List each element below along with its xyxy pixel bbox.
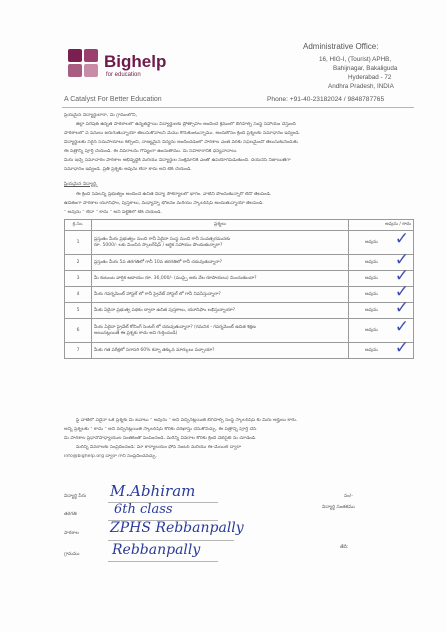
note-line-5: info@bighelp.org ద్వారా గానీ సంప్రదించవచ్చు.: [64, 454, 157, 459]
address-line-4: Andhra Pradesh, INDIA: [328, 83, 394, 90]
address-line-3: Hyderabad - 72: [348, 74, 392, 81]
intro-line-4: ఈ పత్రాన్ని పూర్తి చేయండి. ఈ వివరాలను గోప్యంగా ఉంచుతాము. మీ సహకారానికి ధన్యవాదాలు.: [64, 149, 238, 154]
section-heading: ప్రియమైన విద్యార్థి,: [64, 182, 98, 187]
answer-label: అవును: [365, 307, 378, 313]
note-line-3: మీ పాఠశాల ప్రధానోపాధ్యాయుల సంతకంతో పంపించండి. మరిన్ని వివరాల కొరకు క్రింది వెబ్‌సైట్ ను చూడండి.: [64, 436, 257, 441]
answer-label: అవును: [365, 347, 378, 353]
note-line-2: అన్ని ప్రశ్నలకు " కాదు " అని వచ్చినట్లయితే స్కాలర్‌షిప్ కొరకు దరఖాస్తు చేసుకోవచ్చు. ఈ పత్రాన్ని పూర్తి చేసి: [64, 427, 257, 432]
form-value-class: 6th class: [114, 502, 173, 517]
row-question: ప్రస్తుతం మీరు 5వ తరగతిలో గానీ 10వ తరగతిలో గానీ చదువుతున్నారా?: [92, 255, 349, 271]
table-row: [65, 231, 414, 255]
bighelp-logo: [66, 46, 100, 80]
checkmark-icon: ✓: [394, 266, 409, 286]
date-label: తేదీ:: [340, 545, 349, 550]
intro-line-6: సమాధానం ఇవ్వండి. ప్రతి ప్రశ్నకు అవును లేదా కాదు అని టిక్ చేయండి.: [64, 167, 192, 172]
row-answer: [349, 338, 414, 359]
signature-mark: సం/-: [344, 494, 353, 499]
address-line-1: 16, HIG-I, (Tourist) APHB,: [319, 56, 392, 63]
row-number: 1: [65, 231, 92, 255]
checkmark-icon: ✓: [394, 229, 409, 249]
answer-label: అవును: [365, 327, 378, 333]
form-label-village: గ్రామము: [64, 552, 80, 557]
row-question: ప్రస్తుతం మీరు ప్రభుత్వం నుంచి గానీ ఏదైనా సంస్థ నుంచి గానీ సంవత్సరమునకు రూ. 5000/- లకు మించిన స్కాలర్‌షిప్ / ఆర్థిక సహాయం పొందుతున్నారా?: [92, 231, 349, 255]
checkmark-icon: ✓: [394, 298, 409, 318]
row-number: 5: [65, 303, 92, 319]
table-row: [65, 319, 414, 343]
header-answer: అవును / కాదు: [349, 220, 414, 231]
intro-line-2: పాఠశాలలో ఏ పనులు జరుగుతున్నాయో తెలుసుకోవాలని మేము కోరుకుంటున్నాము. అందుకోసం క్రింది ప్రశ్నలకు సమాధానం ఇవ్వండి.: [64, 131, 301, 136]
section-line-3: " అవును " లేదా " కాదు " అని పట్టికలో టిక్ చేయండి.: [64, 210, 162, 215]
row-number: 2: [65, 255, 92, 271]
note-line-4: మరిన్ని వివరాలకు సంప్రదించండి: మా కార్యాలయం ఫోన్ నంబర్ మరియు ఈ-మెయిల్ ద్వారా: [76, 445, 242, 450]
office-title: Administrative Office:: [303, 42, 379, 51]
header-number: క్ర.సం.: [65, 220, 92, 231]
section-line-1: ఈ క్రింది సేవలన్నీ ప్రభుత్వం అందించే ఉచిత విద్యా సౌకర్యాలలో భాగం. వాటిని పొందుతున్నారో లేదో తెలపండి.: [76, 192, 272, 197]
checkmark-icon: ✓: [394, 250, 409, 270]
row-number: 4: [65, 287, 92, 303]
form-label-name: విద్యార్థి పేరు: [64, 494, 87, 499]
address-line-2: Bahijnagar, Bakaliguda: [333, 65, 398, 72]
answer-label: అవును: [365, 275, 378, 281]
table-row: [65, 255, 414, 271]
checkmark-icon: ✓: [394, 338, 409, 358]
logo-mark-icon: [66, 46, 100, 80]
intro-line-1: జిల్లా పరిషత్ ఉన్నత పాఠశాలలో ఉన్నతస్థాయి విద్యార్థులకు ప్రోత్సాహం అందించే క్రమంలో బిగ్‌హెల్ప్ సంస్థ సహాయం చేస్తుంది: [76, 122, 296, 127]
form-value-village: Rebbanpally: [112, 542, 201, 558]
table-header-row: [65, 220, 414, 231]
table-row: [65, 303, 414, 319]
header-divider: [62, 107, 414, 108]
row-question: మీరు ఏదైనా ప్రైవేట్ కోచింగ్ సెంటర్ లో చదువుతున్నారా? (గమనిక - గవర్నమెంట్ ఉచిత శిక్షణ అయినట్లయితే ఈ ప్రశ్నకు కాదు అని గుర్తించండి): [92, 319, 349, 343]
row-number: 6: [65, 319, 92, 343]
row-question: మీకు గత పరీక్షలో సరాసరి 60% కన్నా తక్కువ మార్కులు వచ్చాయా?: [92, 343, 349, 359]
table-row: [65, 287, 414, 303]
salutation: ప్రియమైన విద్యార్థులారా, మీ గ్రామంలోని,: [64, 113, 138, 118]
form-value-school: ZPHS Rebbanpally: [110, 520, 244, 536]
logo-name: Bighelp: [104, 52, 167, 71]
answer-label: అవును: [365, 239, 378, 245]
note-line-1: పై వాటిలో ఏదైనా ఒక ప్రశ్నకు మీ జవాబు " అవును " అని వచ్చినట్లయితే బిగ్‌హెల్ప్ సంస్థ స్కాలర్‌షిప్ కు మీరు అర్హులు కారు.: [76, 418, 298, 423]
form-value-name: M.Abhiram: [110, 482, 196, 500]
checkmark-icon: ✓: [394, 282, 409, 302]
row-question: మీకు ఏదైనా ప్రభుత్వ పథకం ద్వారా ఉచిత పుస్తకాలు, యూనిఫాం లభిస్తున్నాయా?: [92, 303, 349, 319]
signature-caption: విద్యార్థి సంతకము: [322, 505, 355, 510]
row-question: మీరు గవర్నమెంట్ హాస్టల్ లో గానీ ప్రైవేట్ హాస్టల్ లో గానీ నివసిస్తున్నారా?: [92, 287, 349, 303]
row-number: 7: [65, 343, 92, 359]
table-row: [65, 343, 414, 359]
questions-table: [64, 219, 414, 359]
section-line-2: ఉచితంగా పాఠశాల యూనిఫాం, పుస్తకాలు, మధ్యాహ్న భోజనం మరియు స్కాలర్‌షిప్ అందుతున్నాయో తెలపండి.: [64, 201, 264, 206]
form-label-school: పాఠశాల: [64, 531, 79, 536]
form-line-school: [108, 540, 234, 541]
intro-line-3: విద్యార్థులకు సరైన సదుపాయాలు కల్పించి, నాణ్యమైన విద్యను అందించడంలో పాఠశాల ఎంత వరకు సఫలమైందో తెలుసుకునేందుకు: [64, 140, 298, 145]
form-line-village: [108, 561, 218, 562]
table-row: [65, 271, 414, 287]
form-label-class: తరగతి: [64, 512, 77, 517]
logo-subtitle: for education: [106, 72, 141, 78]
intro-line-5: మీరు ఇచ్చే సమాచారం పాఠశాల అభివృద్ధికి మరియు విద్యార్థుల సంక్షేమానికి ఎంతో ఉపయోగపడుతుంది. దయచేసి నిజాయితీగా: [64, 158, 291, 163]
header-question: ప్రశ్నలు: [92, 220, 349, 231]
answer-label: అవును: [365, 291, 378, 297]
tagline: A Catalyst For Better Education: [64, 96, 162, 103]
answer-label: అవును: [365, 259, 378, 265]
checkmark-icon: ✓: [394, 317, 409, 337]
row-question: మీ కుటుంబ వార్షిక ఆదాయం రూ. 36,000/- (ముప్పై ఆరు వేల రూపాయలు) మించుతుందా?: [92, 271, 349, 287]
row-number: 3: [65, 271, 92, 287]
phone-number: Phone: +91-40-23182024 / 9848787765: [267, 96, 385, 103]
